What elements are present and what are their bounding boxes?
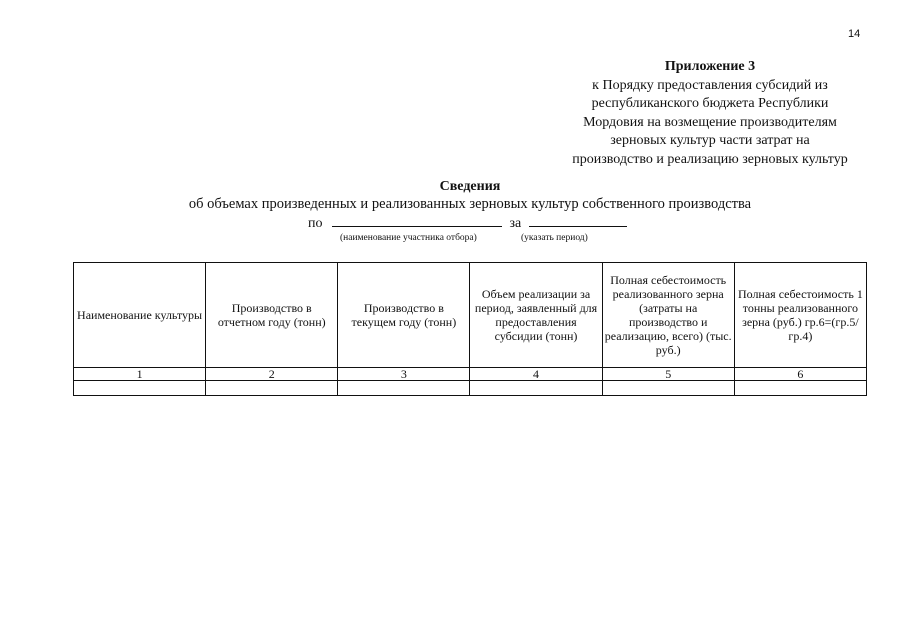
header-cell: Объем реализации за период, заявленный для предоставления субсидии (тонн) — [470, 263, 602, 368]
empty-cell — [338, 381, 470, 396]
header-cell: Полная себестоимость реализованного зерна (затраты на производство и реализацию, всего) (тыс. руб.) — [602, 263, 734, 368]
empty-cell — [734, 381, 866, 396]
document-subheading: об объемах произведенных и реализованных зерновых культур собственного производства — [188, 196, 752, 212]
appendix-line: к Порядку предоставления субсидий из — [592, 77, 828, 93]
period-hint: (указать период) — [521, 233, 588, 243]
column-number: 2 — [206, 368, 338, 381]
empty-cell — [470, 381, 602, 396]
empty-row — [74, 381, 867, 396]
empty-cell — [602, 381, 734, 396]
header-cell: Производство в отчетном году (тонн) — [206, 263, 338, 368]
page-number: 14 — [848, 28, 861, 40]
for-label: за — [509, 216, 522, 231]
column-number: 5 — [602, 368, 734, 381]
header-cell: Наименование культуры — [74, 263, 206, 368]
table-header-row — [74, 263, 867, 368]
appendix-line: производство и реализацию зерновых культур — [572, 151, 848, 167]
header-cell: Полная себестоимость 1 тонны реализованного зерна (руб.) гр.6=(гр.5/гр.4) — [734, 263, 866, 368]
column-number: 1 — [74, 368, 206, 381]
column-number: 4 — [470, 368, 602, 381]
appendix-block — [560, 58, 860, 169]
participant-hint: (наименование участника отбора) — [340, 233, 477, 243]
fill-in-line — [308, 214, 627, 232]
appendix-line: республиканского бюджета Республики — [591, 96, 829, 111]
column-number: 3 — [338, 368, 470, 381]
empty-cell — [206, 381, 338, 396]
header-cell: Производство в текущем году (тонн) — [338, 263, 470, 368]
by-label: по — [308, 216, 323, 231]
data-table — [73, 262, 867, 396]
empty-cell — [74, 381, 206, 396]
period-blank — [529, 214, 627, 227]
column-number: 6 — [734, 368, 866, 381]
column-number-row — [74, 368, 867, 381]
document-heading: Сведения — [439, 179, 501, 194]
participant-blank — [332, 214, 502, 227]
appendix-title: Приложение 3 — [664, 59, 756, 74]
appendix-line: зерновых культур части затрат на — [610, 133, 810, 148]
appendix-line: Мордовия на возмещение производителям — [583, 114, 837, 130]
